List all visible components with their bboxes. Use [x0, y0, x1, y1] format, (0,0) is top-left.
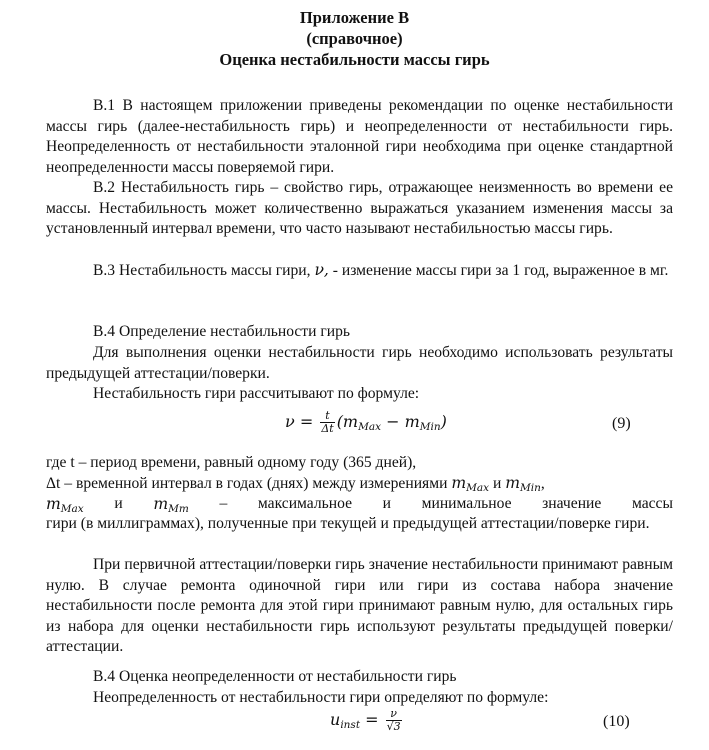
m-letter: m: [46, 495, 61, 513]
formula-9-number: (9): [612, 415, 631, 432]
formula-9-lhs: ν =: [285, 412, 314, 431]
formula-intro: Нестабильность гири рассчитывают по формуле:: [93, 385, 420, 402]
formula-9-denominator: Δt: [321, 422, 334, 435]
formula-9-close: ): [440, 412, 447, 431]
mm-subscript: Mm: [168, 503, 189, 515]
formula-10-sub: inst: [340, 719, 361, 731]
where-m-word-max: максимальное: [257, 495, 353, 512]
formula-9: [285, 410, 447, 435]
where-m-and: и: [114, 495, 123, 512]
formula-10-number: (10): [603, 713, 630, 730]
formula-9-numerator: t: [320, 410, 334, 423]
formula-10-numerator: ν: [386, 708, 402, 721]
formula-10: [330, 708, 404, 733]
b3-text-a: В.3 Нестабильность массы гири,: [93, 262, 311, 279]
appendix-title: Приложение В: [299, 8, 410, 27]
min-subscript: Min: [520, 482, 541, 494]
b3-text-b: - изменение массы гири за 1 год, выраженное в мг.: [332, 262, 669, 279]
where-dt-line: Δt – временной интервал в годах (днях) между измерениями $m_{Max}$ и $m_{Min}$,: [46, 474, 545, 494]
where-m-word-mass: массы: [631, 495, 673, 512]
where-m-dash: –: [219, 495, 228, 512]
m-min-symbol: [505, 474, 541, 492]
paragraph-b2: В.2 Нестабильность гирь – свойство гирь, отражающее неизменность во времени ее массы. Нестабильность может количественно выражаться указанием изменения массы за установленный интервал времени, что часто называют нестабильностью массы гирь.: [46, 179, 673, 237]
uncertainty-intro: Неопределенность от нестабильности гири определяют по формуле:: [93, 689, 549, 706]
formula-10-denominator: √3: [386, 720, 401, 733]
formula-9-fraction: [320, 410, 334, 435]
paragraph-b3: [46, 260, 673, 282]
paragraph-primary: При первичной аттестации/поверки гирь значение нестабильности принимают равным нулю. В случае ремонта одиночной гири или гири из состава набора значение нестабильности после ремонта для этой гири принимают равным нулю, для остальных гирь из набора для оценки нестабильности гирь используют результаты предыдущей поверки/аттестации.: [46, 556, 673, 655]
section-b4b-title: В.4 Оценка неопределенности от нестабильности гирь: [93, 668, 457, 685]
m-letter: m: [451, 474, 467, 492]
where-m-word-and: и: [382, 495, 391, 512]
where-dt-text: Δt – временной интервал в годах (днях) между измерениями: [46, 475, 448, 492]
where-t-line: где t – период времени, равный одному году (365 дней),: [46, 454, 417, 471]
paragraph-b4: Для выполнения оценки нестабильности гирь необходимо использовать результаты предыдущей аттестации/поверки.: [46, 344, 673, 382]
where-m-word-min: минимальное: [421, 495, 512, 512]
formula-10-eq: =: [360, 710, 379, 729]
where-m-word-value: значение: [542, 495, 602, 512]
formula-10-fraction: [386, 708, 402, 733]
paragraph-b1: В.1 В настоящем приложении приведены рекомендации по оценке нестабильности массы гирь (далее-нестабильность гирь) и неопределенности от нестабильности гирь. Неопределенность от нестабильности эталонной гири необходима при оценке стандартной неопределенности массы поверяемой гири.: [46, 97, 673, 176]
where-dt-and: и: [492, 475, 502, 492]
formula-9-sub-min: Min: [419, 421, 441, 433]
formula-9-minus: − m: [381, 412, 420, 431]
formula-10-lhs: u: [330, 710, 341, 729]
appendix-heading: Оценка нестабильности массы гирь: [219, 50, 490, 69]
max-subscript: Max: [60, 503, 84, 515]
nu-symbol: ν,: [314, 261, 329, 279]
formula-9-open: (m: [336, 412, 359, 431]
appendix-subtitle: (справочное): [306, 29, 403, 48]
where-m-continuation: гири (в миллиграммах), полученные при текущей и предыдущей аттестации/поверке гири.: [46, 515, 650, 532]
section-b4-title: В.4 Определение нестабильности гирь: [93, 323, 351, 340]
formula-9-sub-max: Max: [358, 421, 382, 433]
max-subscript: Max: [466, 482, 490, 494]
m-max-symbol: [451, 474, 489, 492]
m-letter: m: [153, 495, 169, 513]
m-letter: m: [505, 474, 521, 492]
